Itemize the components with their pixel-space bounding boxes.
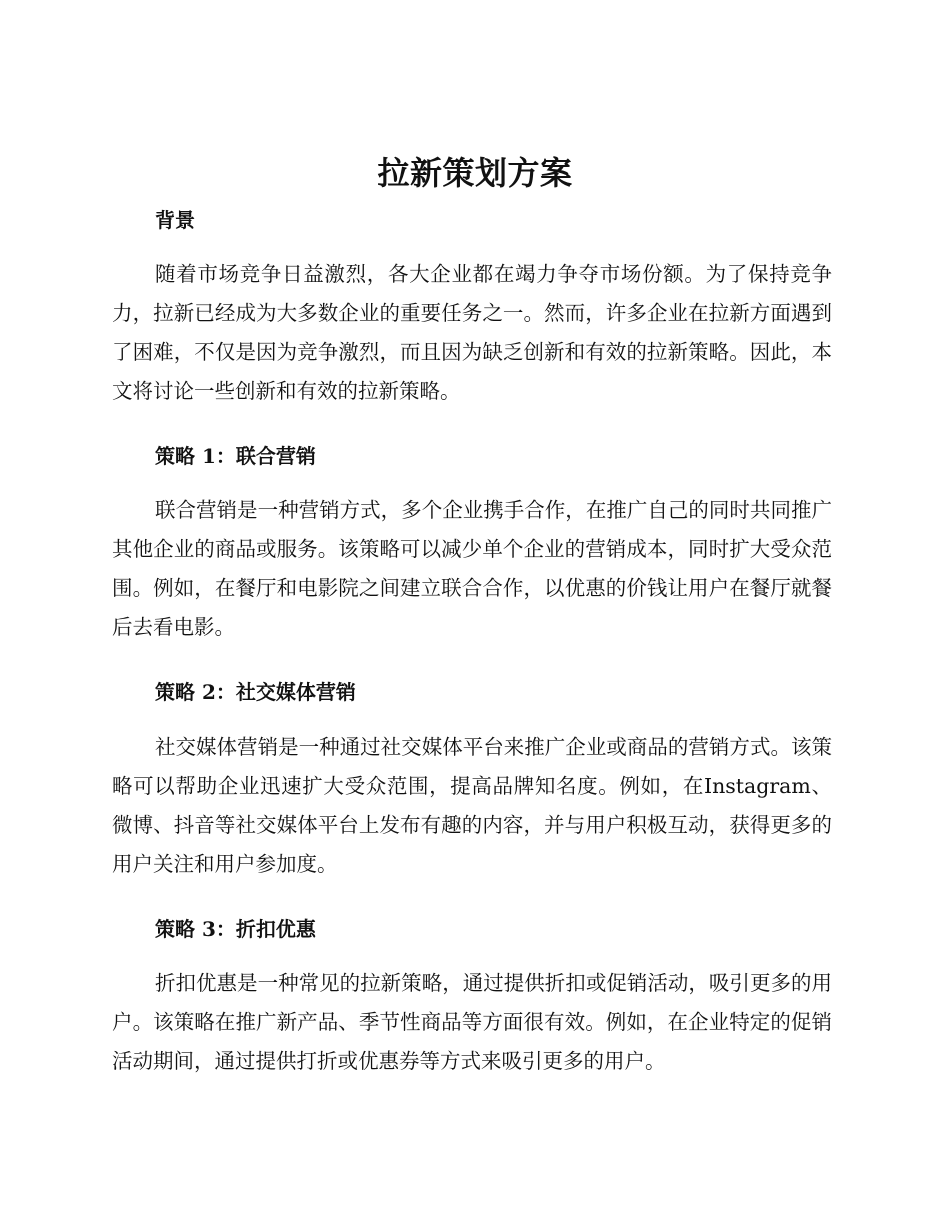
section-body-background: 随着市场竞争日益激烈，各大企业都在竭力争夺市场份额。为了保持竞争力，拉新已经成为大多数企业的重要任务之一。然而，许多企业在拉新方面遇到了困难，不仅是因为竞争激烈，而且因为缺乏创新和有效的拉新策略。因此，本文将讨论一些创新和有效的拉新策略。 (112, 262, 832, 403)
section-body-strategy-3: 折扣优惠是一种常见的拉新策略，通过提供折扣或促销活动，吸引更多的用户。该策略在推广新产品、季节性商品等方面很有效。例如，在企业特定的促销活动期间，通过提供打折或优惠券等方式来吸引更多的用户。 (112, 971, 832, 1073)
section-heading-strategy-3: 策略 3：折扣优惠 (155, 917, 316, 941)
section-heading-strategy-1: 策略 1：联合营销 (155, 444, 316, 468)
section-body-strategy-2: 社交媒体营销是一种通过社交媒体平台来推广企业或商品的营销方式。该策略可以帮助企业迅速扩大受众范围，提高品牌知名度。例如，在Instagram、微博、抖音等社交媒体平台上发布有趣的内容，并与用户积极互动，获得更多的用户关注和用户参加度。 (112, 735, 832, 876)
section-heading-strategy-2: 策略 2：社交媒体营销 (155, 680, 356, 704)
section-body-strategy-1: 联合营销是一种营销方式，多个企业携手合作，在推广自己的同时共同推广其他企业的商品或服务。该策略可以减少单个企业的营销成本，同时扩大受众范围。例如，在餐厅和电影院之间建立联合合作，以优惠的价钱让用户在餐厅就餐后去看电影。 (112, 498, 832, 639)
document-title: 拉新策划方案 (377, 154, 573, 192)
section-heading-background: 背景 (155, 208, 195, 232)
